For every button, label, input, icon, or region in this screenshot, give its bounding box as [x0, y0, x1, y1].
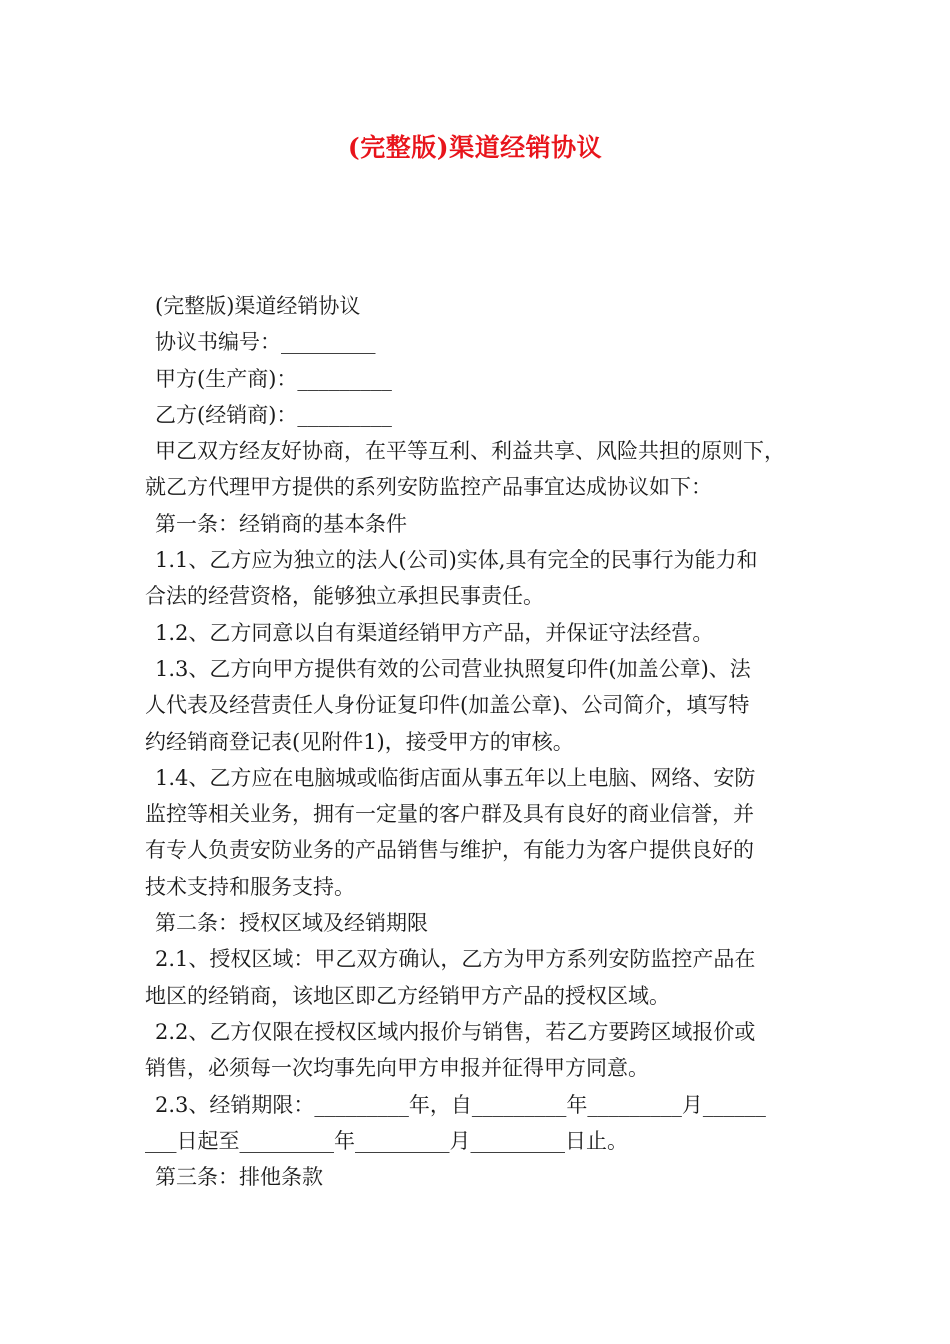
- party-a-line: 甲方(生产商)：_________: [155, 366, 392, 391]
- section-heading: 第一条：经销商的基本条件: [155, 511, 407, 536]
- party-b-line: 乙方(经销商)：_________: [155, 402, 392, 427]
- clause-line: 人代表及经营责任人身份证复印件(加盖公章)、公司简介，填写特: [145, 693, 750, 718]
- body-line: 甲乙双方经友好协商，在平等互利、利益共享、风险共担的原则下，: [155, 439, 785, 464]
- clause-line: 2.1、授权区域：甲乙双方确认，乙方为甲方系列安防监控产品在: [155, 947, 756, 972]
- document-body: [145, 288, 813, 1195]
- document-title: (完整版)渠道经销协议: [347, 133, 603, 162]
- clause-line: 1.4、乙方应在电脑城或临街店面从事五年以上电脑、网络、安防: [155, 765, 756, 790]
- clause-line: 合法的经营资格，能够独立承担民事责任。: [145, 584, 544, 609]
- clause-line: 1.1、乙方应为独立的法人(公司)实体,具有完全的民事行为能力和: [155, 548, 758, 573]
- clause-line: 约经销商登记表(见附件1)，接受甲方的审核。: [145, 729, 574, 754]
- clause-line: 销售，必须每一次均事先向甲方申报并征得甲方同意。: [145, 1056, 649, 1081]
- clause-line: 1.3、乙方向甲方提供有效的公司营业执照复印件(加盖公章)、法: [155, 656, 751, 681]
- clause-line: 2.2、乙方仅限在授权区域内报价与销售，若乙方要跨区域报价或: [155, 1019, 756, 1044]
- body-line: 就乙方代理甲方提供的系列安防监控产品事宜达成协议如下：: [145, 475, 712, 500]
- clause-line: 地区的经销商，该地区即乙方经销甲方产品的授权区域。: [145, 983, 670, 1008]
- agreement-number-line: 协议书编号：_________: [155, 330, 376, 355]
- section-heading: 第三条：排他条款: [155, 1165, 323, 1190]
- clause-line: ___日起至_________年_________月_________日止。: [145, 1128, 628, 1153]
- section-heading: 第二条：授权区域及经销期限: [155, 911, 428, 936]
- body-line: (完整版)渠道经销协议: [155, 294, 361, 318]
- clause-line: 技术支持和服务支持。: [145, 874, 355, 899]
- clause-line: 监控等相关业务，拥有一定量的客户群及具有良好的商业信誉，并: [145, 802, 754, 827]
- clause-line: 1.2、乙方同意以自有渠道经销甲方产品，并保证守法经营。: [155, 620, 714, 645]
- clause-line: 2.3、经销期限：_________年，自_________年_________月______: [155, 1092, 766, 1117]
- clause-line: 有专人负责安防业务的产品销售与维护，有能力为客户提供良好的: [145, 838, 754, 863]
